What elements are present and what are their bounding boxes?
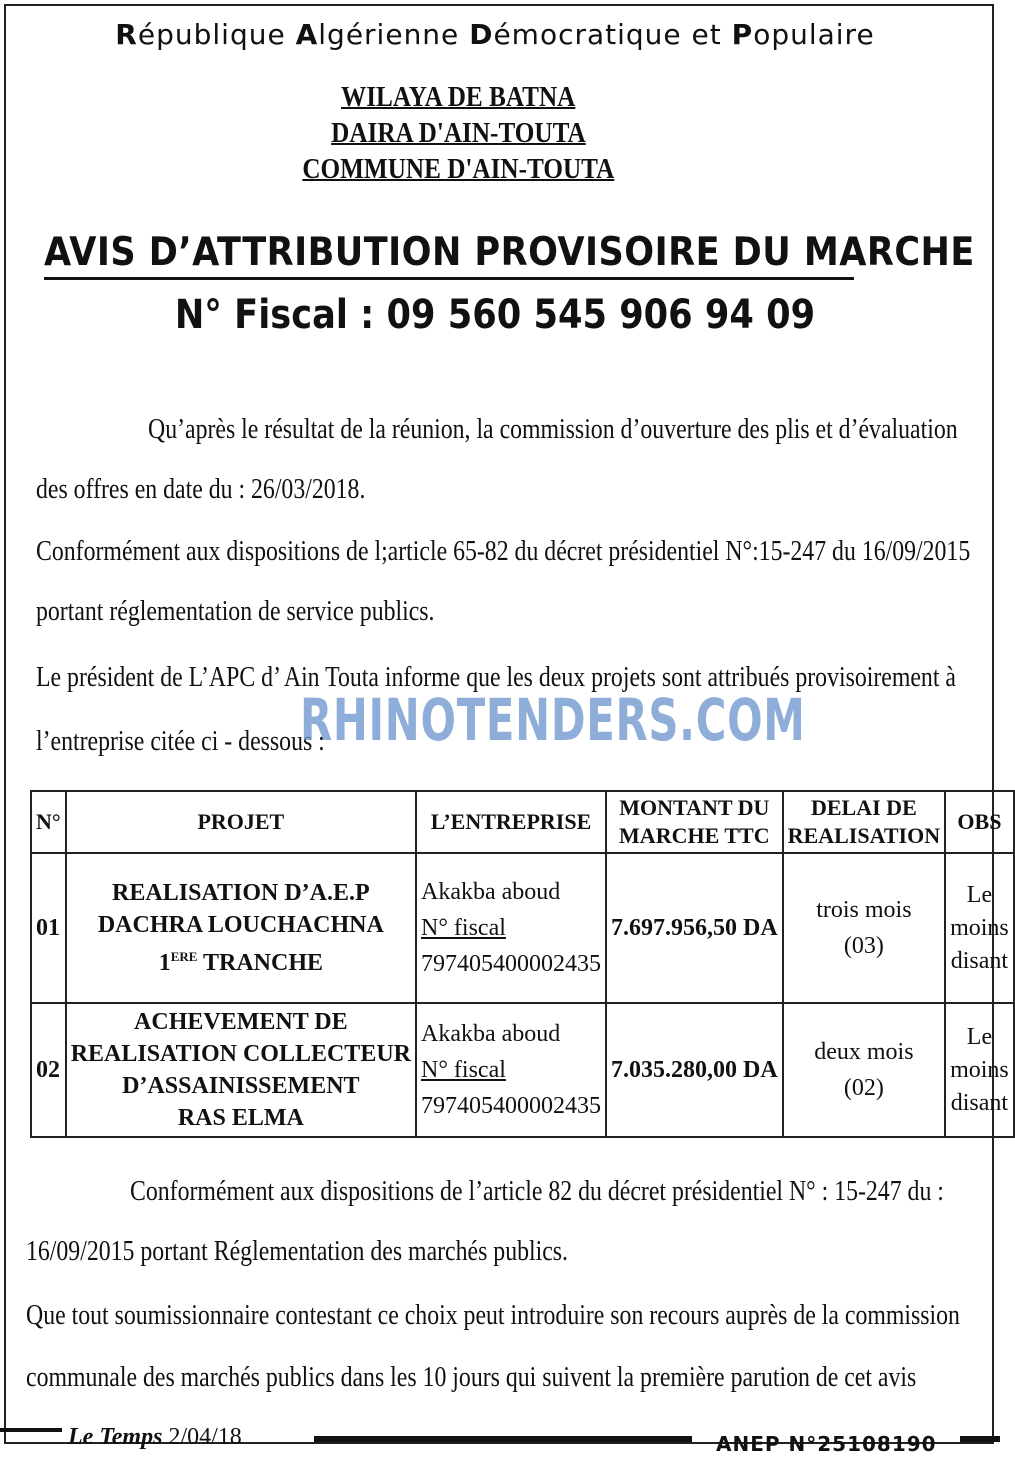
daira-line: DAIRA D'AIN-TOUTA — [330, 118, 586, 149]
paragraph-line: portant réglementation de service publics. — [36, 596, 435, 627]
amount: 7.035.280,00 DA — [606, 1003, 783, 1137]
delay: trois mois (03) — [783, 853, 945, 1003]
header-company: L’ENTREPRISE — [416, 791, 606, 853]
paragraph-line: Conformément aux dispositions de l;article 65-82 du décret présidentiel N°:15-247 du 16/09/2015 — [36, 536, 971, 567]
publication-credit — [68, 1424, 242, 1451]
company-name: Akakba aboud — [421, 1021, 561, 1047]
company-cell — [416, 853, 606, 1003]
header-project: PROJET — [66, 791, 416, 853]
footer-rule-middle — [314, 1436, 692, 1442]
observation: Le moins disant — [945, 853, 1014, 1003]
delay: deux mois (02) — [783, 1003, 945, 1137]
paragraph-line: communale des marchés publics dans les 10 jours qui suivent la première parution de cet avis — [26, 1362, 917, 1393]
header-num: N° — [31, 791, 66, 853]
footer-rule-right — [960, 1436, 1000, 1442]
table-row — [31, 853, 1014, 1003]
header-amount: MONTANT DU MARCHE TTC — [606, 791, 783, 853]
table-row — [31, 1003, 1014, 1137]
paragraph-line: Conformément aux dispositions de l’article 82 du décret présidentiel N° : 15-247 du : — [130, 1176, 944, 1207]
paragraph-line: Qu’après le résultat de la réunion, la commission d’ouverture des plis et d’évaluation — [148, 414, 958, 445]
footer-rule-left — [0, 1428, 62, 1432]
fiscal-number: 797405400002435 — [421, 951, 601, 977]
fiscal-number-title: N° Fiscal : 09 560 545 906 94 09 — [174, 292, 816, 338]
project-name: REALISATION D’A.E.P DACHRA LOUCHACHNA 1ERE TRANCHE — [66, 853, 416, 1003]
project-name: ACHEVEMENT DE REALISATION COLLECTEUR D’ASSAINISSEMENT RAS ELMA — [66, 1003, 416, 1137]
table-header-row — [31, 791, 1014, 853]
observation: Le moins disant — [945, 1003, 1014, 1137]
company-cell — [416, 1003, 606, 1137]
paragraph-line: Le président de L’APC d’ Ain Touta informe que les deux projets sont attribués provisoirement à — [36, 662, 956, 693]
paragraph-line: Que tout soumissionnaire contestant ce choix peut introduire son recours auprès de la commission — [26, 1300, 960, 1331]
republic-header: République Algérienne Démocratique et Populaire — [115, 18, 875, 51]
header-obs: OBS — [945, 791, 1014, 853]
company-name: Akakba aboud — [421, 879, 561, 905]
award-table — [30, 790, 1015, 1138]
newspaper-name: Le Temps — [68, 1424, 163, 1450]
publication-date: 2/04/18 — [162, 1424, 242, 1450]
row-number: 02 — [31, 1003, 66, 1137]
paragraph-line: des offres en date du : 26/03/2018. — [36, 474, 366, 505]
paragraph-line: l’entreprise citée ci - dessous : — [36, 726, 325, 757]
fiscal-label: N° fiscal — [421, 915, 506, 941]
wilaya-line: WILAYA DE BATNA — [340, 82, 576, 113]
commune-line: COMMUNE D'AIN-TOUTA — [302, 154, 614, 185]
fiscal-label: N° fiscal — [421, 1057, 506, 1083]
paragraph-line: 16/09/2015 portant Réglementation des marchés publics. — [26, 1236, 569, 1267]
fiscal-number: 797405400002435 — [421, 1093, 601, 1119]
amount: 7.697.956,50 DA — [606, 853, 783, 1003]
header-delay: DELAI DE REALISATION — [783, 791, 945, 853]
watermark: RHINOTENDERS.COM — [300, 686, 806, 754]
anep-reference: ANEP N°25108190 — [716, 1432, 937, 1456]
row-number: 01 — [31, 853, 66, 1003]
notice-title: AVIS D’ATTRIBUTION PROVISOIRE DU MARCHE — [44, 230, 854, 280]
